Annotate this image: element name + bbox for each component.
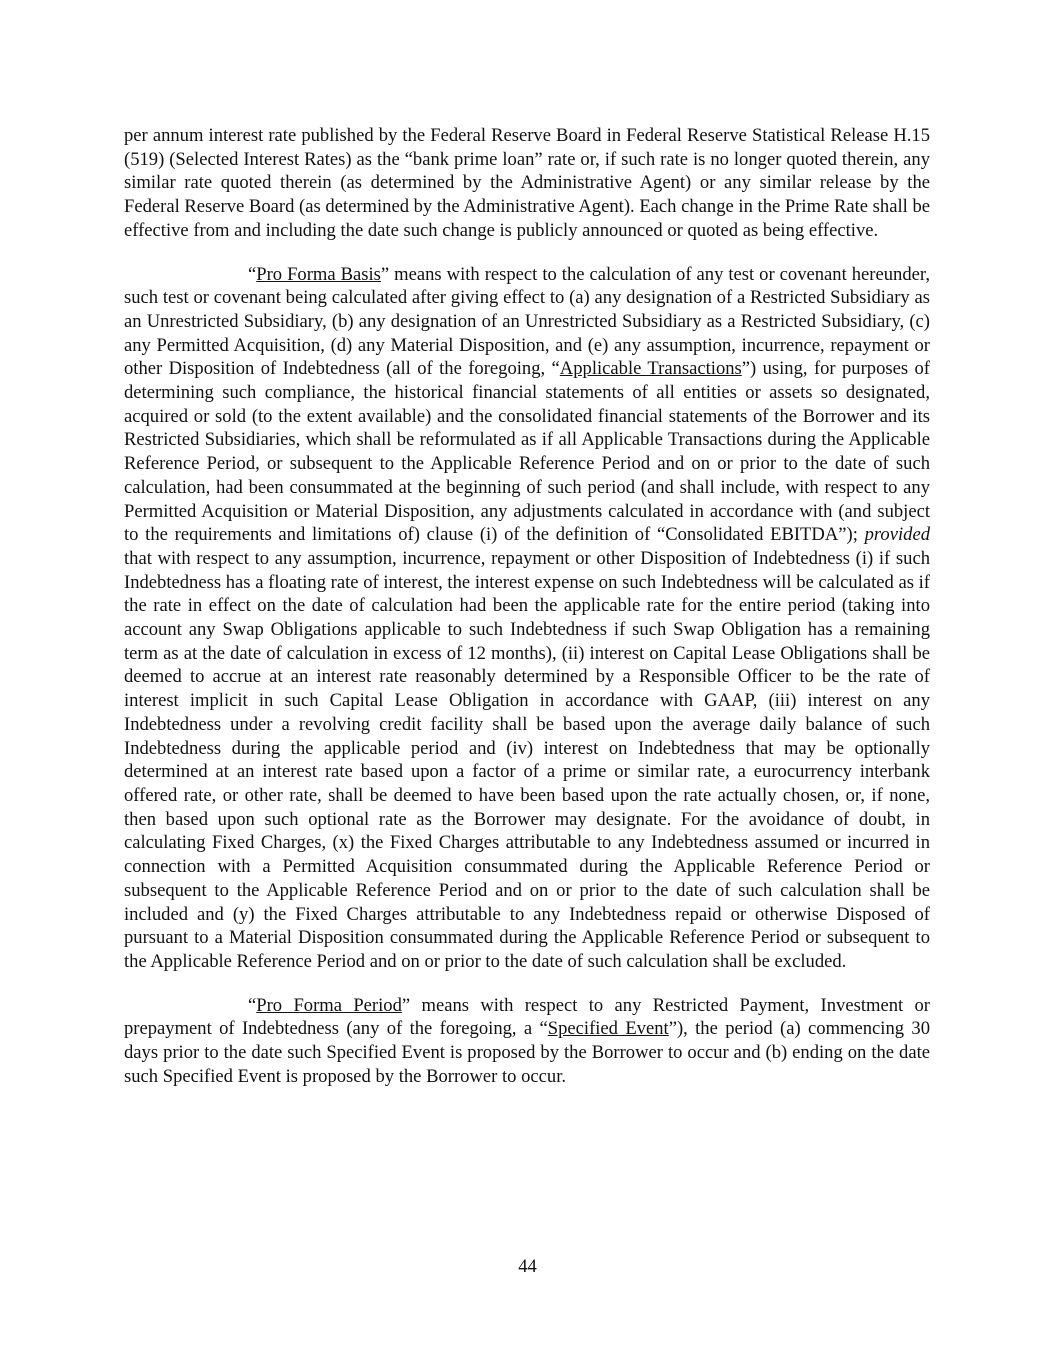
definition-text: ” means with respect to any Restricted Payment, Investment or prepayment of Indebtedness (any of the foregoing, a “ <box>124 994 930 1040</box>
definition-text: ”) using, for purposes of determining such compliance, the historical financial statements of all entities or assets so designated, acquired or sold (to the extent available) and the consolidated financial statements of the Borrower and its Restricted Subsidiaries, which shall be reformulated as if all Applicable Transactions during the Applicable Reference Period, or subsequent to the Applicable Reference Period and on or prior to the date of such calculation, had been consummated at the beginning of such period (and shall include, with respect to any Permitted Acquisition or Material Disposition, any adjustments calculated in accordance with (and subject to the requirements and limitations of) clause (i) of the definition of “Consolidated EBITDA”); <box>124 358 930 546</box>
definition-text: ”), the period (a) commencing 30 days prior to the date such Specified Event is proposed by the Borrower to occur and (b) ending on the date such Specified Event is proposed by the Borrower to occur. <box>124 1018 930 1087</box>
definition-text: that with respect to any assumption, incurrence, repayment or other Disposition of Indebtedness (i) if such Indebtedness has a floating rate of interest, the interest expense on such Indebtedness will be calculated as if the rate in effect on the date of calculation had been the applicable rate for the entire period (taking into account any Swap Obligations applicable to such Indebtedness if such Swap Obligation has a remaining term as at the date of calculation in excess of 12 months), (ii) interest on Capital Lease Obligations shall be deemed to accrue at an interest rate reasonably determined by a Responsible Officer to be the rate of interest implicit in such Capital Lease Obligation in accordance with GAAP, (iii) interest on any Indebtedness under a revolving credit facility shall be based upon the average daily balance of such Indebtedness during the applicable period and (iv) interest on Indebtedness that may be optionally determined at an interest rate based upon a factor of a prime or similar rate, a eurocurrency interbank offered rate, or other rate, shall be deemed to have been based upon the rate actually chosen, or, if none, then based upon such optional rate as the Borrower may designate. For the avoidance of doubt, in calculating Fixed Charges, (x) the Fixed Charges attributable to any Indebtedness assumed or incurred in connection with a Permitted Acquisition consummated during the Applicable Reference Period or subsequent to the Applicable Reference Period and on or prior to the date of such calculation shall be included and (y) the Fixed Charges attributable to any Indebtedness repaid or otherwise Disposed of pursuant to a Material Disposition consummated during the Applicable Reference Period or subsequent to the Applicable Reference Period and on or prior to the date of such calculation shall be excluded. <box>124 547 930 972</box>
definition-pro-forma-basis <box>124 263 930 974</box>
definition-pro-forma-period <box>124 994 930 1089</box>
paragraph-text: per annum interest rate published by the Federal Reserve Board in Federal Reserve Statistical Release H.15 (519) (Selected Interest Rates) as the “bank prime loan” rate or, if such rate is no longer quoted therein, any similar rate quoted therein (as determined by the Administrative Agent) or any similar release by the Federal Reserve Board (as determined by the Administrative Agent). Each change in the Prime Rate shall be effective from and including the date such change is publicly announced or quoted as being effective. <box>124 125 930 241</box>
defined-term-pro-forma-period: Pro Forma Period <box>256 994 402 1016</box>
open-quote: “ <box>248 994 257 1016</box>
defined-term-specified-event: Specified Event <box>547 1018 669 1040</box>
defined-term-applicable-transactions: Applicable Transactions <box>559 358 742 380</box>
document-page <box>124 124 930 1088</box>
open-quote: “ <box>248 263 257 285</box>
proviso-italic: provided <box>864 524 930 546</box>
paragraph-prime-rate-continued <box>124 124 930 243</box>
page-number: 44 <box>518 1256 537 1277</box>
defined-term-pro-forma-basis: Pro Forma Basis <box>256 263 381 285</box>
definition-text: ” means with respect to the calculation of any test or covenant hereunder, such test or covenant being calculated after giving effect to (a) any designation of a Restricted Subsidiary as an Unrestricted Subsidiary, (b) any designation of an Unrestricted Subsidiary as a Restricted Subsidiary, (c) any Permitted Acquisition, (d) any Material Disposition, and (e) any assumption, incurrence, repayment or other Disposition of Indebtedness (all of the foregoing, “ <box>124 263 930 380</box>
